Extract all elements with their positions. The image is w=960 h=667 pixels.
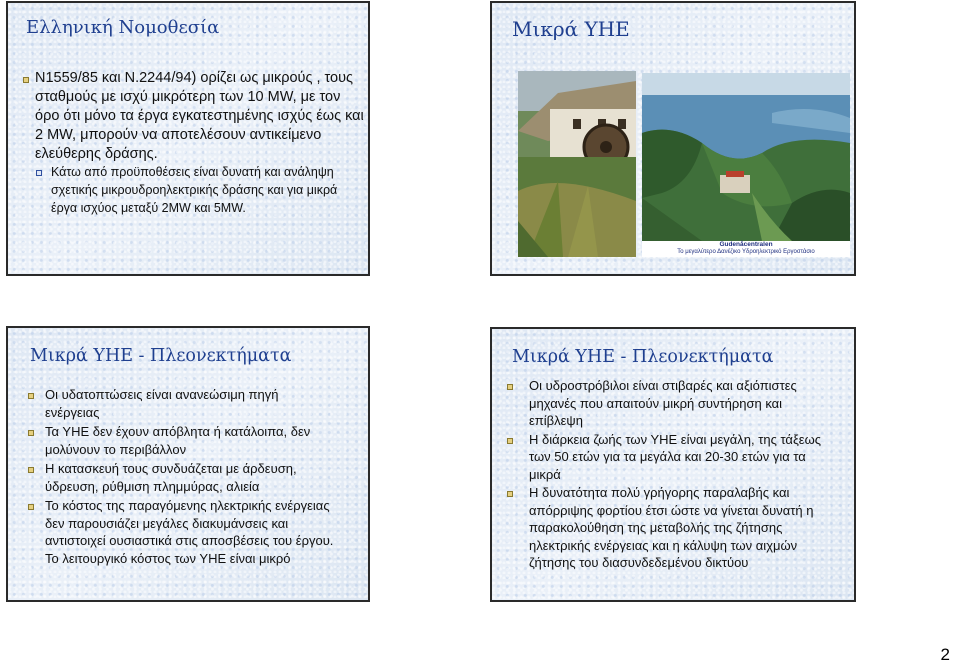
legislation-sub-bullet: Κάτω από προϋποθέσεις είναι δυνατή και ανάληψη σχετικής μικρουδροηλεκτρικής δράσης και για μικρά έργα ισχύος μεταξύ 2MW και 5MW. xyxy=(51,165,338,215)
photo-caption xyxy=(642,241,850,257)
page-number: 2 xyxy=(940,645,950,664)
advantage-item xyxy=(507,377,853,430)
advantage-line: απόρριψης φορτίου έτσι ώστε να γίνεται δυνατή η xyxy=(529,502,814,518)
advantage-line: μολύνουν το περιβάλλον xyxy=(45,441,187,457)
advantage-item xyxy=(28,497,368,567)
caption-title: Gudenåcentralen xyxy=(719,241,773,248)
slide-advantages-2 xyxy=(490,327,856,602)
slide-title: Ελληνική Νομοθεσία xyxy=(26,17,220,38)
slide-title: Μικρά ΥΗΕ xyxy=(512,17,630,41)
advantage-line: μηχανές που απαιτούν μικρή συντήρηση και xyxy=(529,395,783,411)
advantage-line: Η διάρκεια ζωής των ΥΗΕ είναι μεγάλη, της τάξεως xyxy=(529,431,821,447)
bullet-square-icon xyxy=(507,491,513,497)
slide-greek-legislation xyxy=(6,1,370,276)
advantage-line: Οι υδροστρόβιλοι είναι στιβαρές και αξιόπιστες xyxy=(529,378,797,393)
legislation-bullet: Ν1559/85 και Ν.2244/94) ορίζει ως μικρούς , τους σταθμούς με ισχύ μικρότερη των 10 MW, με τον όρο ότι μόνο τα έργα εγκατεστημένης ισχύς έως και 2 MW, μπορούν να αποτελέσουν αντικείμενο ελεύθερης δράσης. xyxy=(35,70,364,162)
advantage-line: των 50 ετών για τα μεγάλα και 20-30 ετών για τα xyxy=(529,449,806,464)
advantage-item xyxy=(28,386,368,421)
advantage-item xyxy=(28,460,368,495)
bullet-square-icon xyxy=(507,384,513,390)
advantages-list xyxy=(28,386,368,569)
advantage-line: ζήτησης του διασυνδεδεμένου δικτύου xyxy=(529,555,749,570)
sub-bullet-icon xyxy=(36,170,42,176)
advantage-line: μικρά xyxy=(529,466,561,482)
bullet-square-icon xyxy=(28,504,34,510)
advantage-line: ύδρευση, ρύθμιση πλημμύρας, αλιεία xyxy=(45,478,260,494)
bullet-square-icon xyxy=(507,438,513,444)
advantage-line: Οι υδατοπτώσεις είναι ανανεώσιμη πηγή xyxy=(45,387,279,402)
aerial-plant-photo xyxy=(642,73,850,241)
slide-title: Μικρά ΥΗΕ - Πλεονεκτήματα xyxy=(30,346,292,366)
advantage-line: Το κόστος της παραγόμενης ηλεκτρικής ενέργειας xyxy=(45,498,330,513)
advantage-item xyxy=(28,423,368,458)
advantage-line: δεν παρουσιάζει μεγάλες διακυμάνσεις και xyxy=(45,515,289,531)
advantage-line: Τα ΥΗΕ δεν έχουν απόβλητα ή κατάλοιπα, δεν xyxy=(45,424,311,439)
advantage-item xyxy=(507,431,853,484)
water-mill-photo xyxy=(518,71,636,257)
advantage-line: παρακολούθηση της μεταβολής της ζήτησης xyxy=(529,520,783,535)
slide-title: Μικρά ΥΗΕ - Πλεονεκτήματα xyxy=(512,347,774,367)
advantage-line: αντιστοιχεί ουσιαστικά στις αποσβέσεις του έργου. xyxy=(45,533,334,548)
advantages-list xyxy=(507,377,853,573)
bullet-square-icon xyxy=(23,77,29,83)
slide-advantages-1 xyxy=(6,326,370,602)
advantage-line: Η κατασκευή τους συνδυάζεται με άρδευση, xyxy=(45,461,297,476)
advantage-line: Το λειτουργικό κόστος των ΥΗΕ είναι μικρό xyxy=(45,550,291,566)
bullet-square-icon xyxy=(28,393,34,399)
bullet-square-icon xyxy=(28,467,34,473)
caption-subtitle: Το μεγαλύτερο Δανέζικο Υδροηλεκτρικό Εργοστάσιο xyxy=(677,249,815,255)
bullet-square-icon xyxy=(28,430,34,436)
slide-small-hydro-photos xyxy=(490,1,856,276)
advantage-line: επίβλεψη xyxy=(529,413,583,428)
advantage-line: Η δυνατότητα πολύ γρήγορης παραλαβής και xyxy=(529,485,790,500)
advantage-item xyxy=(507,484,853,572)
advantage-line: ηλεκτρικής ενέργειας και η κάλυψη των αιχμών xyxy=(529,537,798,553)
advantage-line: ενέργειας xyxy=(45,404,100,420)
